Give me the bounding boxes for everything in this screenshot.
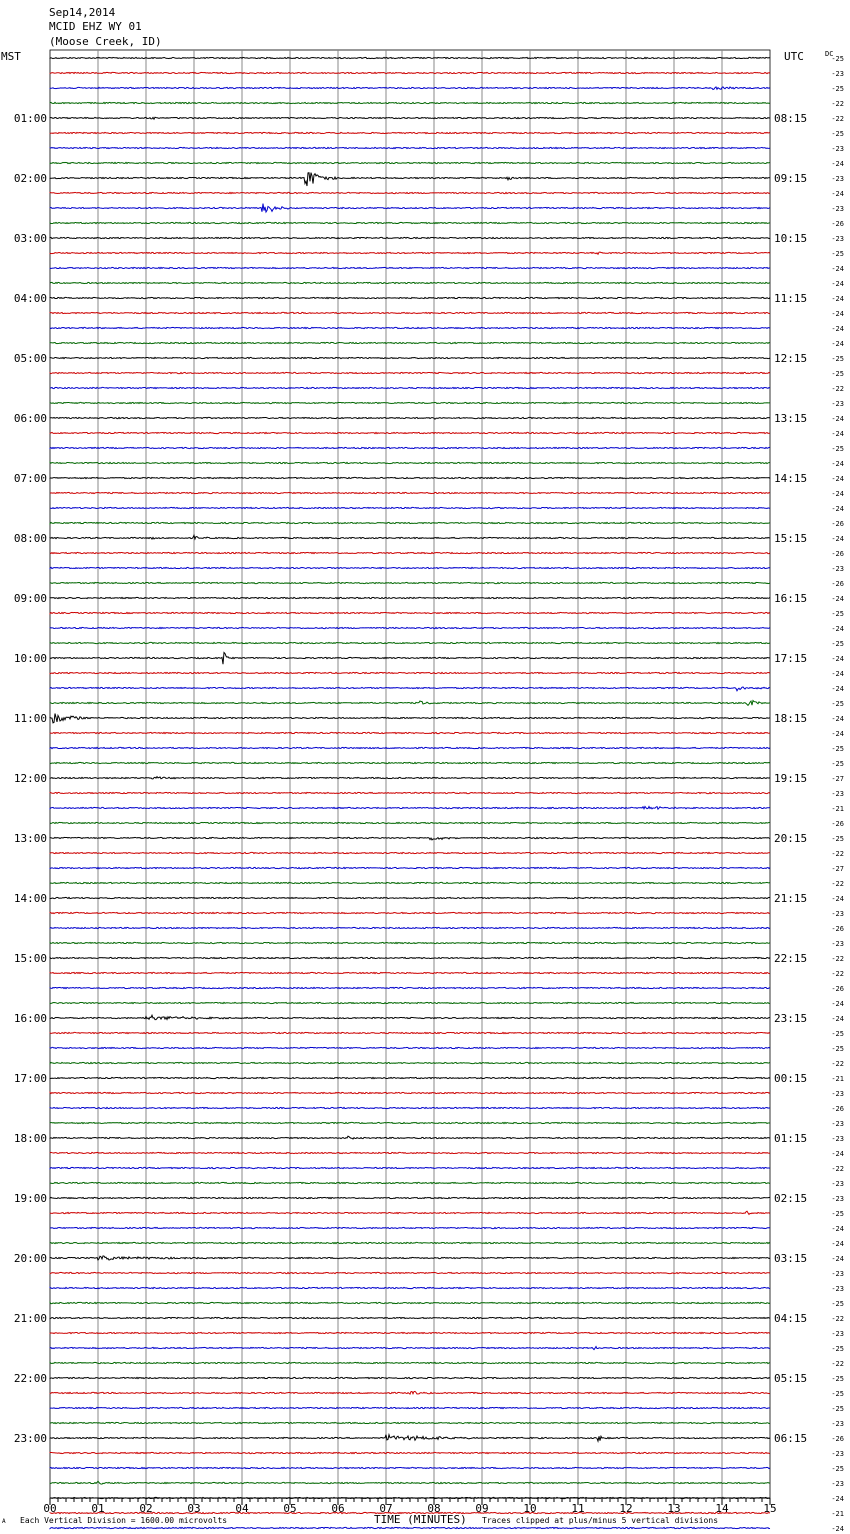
dc-offset-label: -25	[831, 1300, 844, 1308]
dc-offset-label: -26	[831, 580, 844, 588]
left-timezone-label: MST	[1, 50, 21, 63]
trace-line	[50, 1467, 770, 1468]
dc-offset-label: -22	[831, 880, 844, 888]
dc-offset-label: -23	[831, 790, 844, 798]
left-hour-label: 19:00	[13, 1192, 47, 1205]
x-tick-label: 15	[763, 1502, 777, 1515]
dc-offset-label: -22	[831, 1360, 844, 1368]
dc-offset-label: -25	[831, 640, 844, 648]
dc-offset-label: -23	[831, 1480, 844, 1488]
dc-offset-label: -24	[831, 1225, 844, 1233]
left-hour-label: 16:00	[13, 1012, 47, 1025]
dc-offset-label: -27	[831, 775, 844, 783]
trace-line	[50, 642, 770, 643]
dc-offset-label: -24	[831, 190, 844, 198]
dc-offset-label: -23	[831, 1120, 844, 1128]
trace-line	[50, 1362, 770, 1363]
right-hour-label: 21:15	[774, 892, 808, 905]
trace-line	[50, 672, 770, 673]
trace-line	[50, 1182, 770, 1183]
trace-line	[50, 222, 770, 223]
right-hour-label: 22:15	[774, 952, 808, 965]
right-hour-label: 11:15	[774, 292, 808, 305]
dc-offset-label: -25	[831, 1405, 844, 1413]
dc-offset-label: -25	[831, 445, 844, 453]
dc-label: DC	[825, 50, 834, 58]
left-hour-label: 15:00	[13, 952, 47, 965]
dc-offset-label: -23	[831, 1135, 844, 1143]
trace-line	[50, 701, 770, 706]
trace-line	[50, 282, 770, 283]
right-hour-label: 20:15	[774, 832, 808, 845]
left-hour-label: 21:00	[13, 1312, 47, 1325]
trace-line	[50, 417, 770, 419]
dc-offset-label: -24	[831, 1240, 844, 1248]
dc-offset-label: -25	[831, 85, 844, 93]
dc-offset-label: -25	[831, 1210, 844, 1218]
dc-offset-label: -24	[831, 595, 844, 603]
trace-line	[50, 535, 770, 539]
right-hour-label: 10:15	[774, 232, 808, 245]
trace-line	[50, 1167, 770, 1168]
left-hour-label: 01:00	[13, 112, 47, 125]
trace-line	[50, 1452, 770, 1453]
dc-offset-label: -25	[831, 1465, 844, 1473]
trace-line	[50, 327, 770, 328]
trace-line	[50, 1092, 770, 1093]
dc-offset-label: -24	[831, 265, 844, 273]
x-tick-label: 07	[379, 1502, 393, 1515]
dc-offset-label: -25	[831, 745, 844, 753]
right-timezone-label: UTC	[784, 50, 804, 63]
dc-offset-label: -23	[831, 1330, 844, 1338]
dc-offset-label: -24	[831, 310, 844, 318]
dc-offset-label: -23	[831, 1090, 844, 1098]
trace-line	[50, 87, 770, 90]
x-tick-label: 08	[427, 1502, 441, 1515]
dc-offset-label: -24	[831, 625, 844, 633]
dc-offset-label: -24	[831, 505, 844, 513]
left-hour-label: 02:00	[13, 172, 47, 185]
right-hour-label: 15:15	[774, 532, 808, 545]
trace-line	[50, 507, 770, 508]
right-hour-label: 03:15	[774, 1252, 808, 1265]
dc-offset-label: -27	[831, 865, 844, 873]
trace-line	[50, 72, 770, 73]
dc-offset-label: -24	[831, 670, 844, 678]
left-hour-label: 20:00	[13, 1252, 47, 1265]
dc-offset-label: -24	[831, 475, 844, 483]
x-tick-label: 12	[619, 1502, 633, 1515]
left-hour-label: 11:00	[13, 712, 47, 725]
dc-offset-label: -24	[831, 535, 844, 543]
dc-offset-label: -25	[831, 1030, 844, 1038]
trace-line	[50, 1015, 770, 1019]
trace-line	[50, 432, 770, 433]
dc-offset-label: -26	[831, 520, 844, 528]
dc-offset-label: -25	[831, 370, 844, 378]
left-hour-label: 23:00	[13, 1432, 47, 1445]
dc-offset-label: -25	[831, 610, 844, 618]
x-tick-label: 14	[715, 1502, 729, 1515]
trace-line	[50, 1227, 770, 1228]
trace-line	[50, 762, 770, 763]
trace-line	[50, 1107, 770, 1108]
dc-offset-label: -22	[831, 1060, 844, 1068]
dc-offset-label: -22	[831, 850, 844, 858]
x-tick-label: 13	[667, 1502, 681, 1515]
trace-line	[50, 1211, 770, 1214]
location-label: (Moose Creek, ID)	[49, 35, 162, 48]
dc-offset-label: -22	[831, 970, 844, 978]
right-hour-label: 14:15	[774, 472, 808, 485]
left-hour-label: 17:00	[13, 1072, 47, 1085]
trace-line	[50, 1242, 770, 1243]
trace-line	[50, 147, 770, 148]
trace-line	[50, 1435, 770, 1441]
scale-note: Each Vertical Division = 1600.00 microvolts	[20, 1516, 228, 1525]
x-axis-title: TIME (MINUTES)	[374, 1513, 467, 1526]
dc-offset-label: -23	[831, 910, 844, 918]
trace-line	[50, 1197, 770, 1198]
trace-line	[50, 987, 770, 988]
left-hour-label: 04:00	[13, 292, 47, 305]
trace-line	[50, 1002, 770, 1003]
left-hour-label: 13:00	[13, 832, 47, 845]
trace-line	[50, 477, 770, 478]
dc-offset-label: -23	[831, 235, 844, 243]
x-tick-label: 04	[235, 1502, 249, 1515]
dc-offset-label: -24	[831, 1150, 844, 1158]
x-tick-label: 10	[523, 1502, 537, 1515]
trace-line	[50, 882, 770, 883]
dc-offset-label: -24	[831, 715, 844, 723]
x-tick-label: 05	[283, 1502, 297, 1515]
right-hour-label: 04:15	[774, 1312, 808, 1325]
trace-line	[50, 192, 770, 193]
trace-line	[50, 1347, 770, 1350]
right-hour-label: 05:15	[774, 1372, 808, 1385]
dc-offset-label: -24	[831, 730, 844, 738]
left-hour-label: 03:00	[13, 232, 47, 245]
trace-line	[50, 942, 770, 943]
trace-line	[50, 1317, 770, 1318]
dc-offset-label: -24	[831, 460, 844, 468]
dc-offset-label: -23	[831, 1450, 844, 1458]
dc-offset-label: -23	[831, 940, 844, 948]
right-hour-label: 13:15	[774, 412, 808, 425]
dc-offset-label: -24	[831, 1255, 844, 1263]
right-hour-label: 01:15	[774, 1132, 808, 1145]
dc-offset-label: -25	[831, 250, 844, 258]
trace-line	[50, 297, 770, 298]
dc-offset-label: -25	[831, 1345, 844, 1353]
dc-offset-label: -24	[831, 1015, 844, 1023]
dc-offset-label: -24	[831, 280, 844, 288]
dc-offset-label: -26	[831, 220, 844, 228]
trace-line	[50, 1481, 770, 1484]
trace-line	[50, 1136, 770, 1139]
trace-line	[50, 447, 770, 448]
dc-offset-label: -25	[831, 700, 844, 708]
left-hour-label: 07:00	[13, 472, 47, 485]
left-hour-label: 06:00	[13, 412, 47, 425]
trace-line	[50, 372, 770, 373]
dc-offset-label: -22	[831, 385, 844, 393]
dc-offset-label: -25	[831, 1375, 844, 1383]
dc-offset-label: -26	[831, 550, 844, 558]
left-hour-label: 14:00	[13, 892, 47, 905]
dc-offset-label: -26	[831, 1435, 844, 1443]
dc-offset-label: -25	[831, 760, 844, 768]
dc-offset-label: -24	[831, 415, 844, 423]
trace-line	[50, 1062, 770, 1063]
x-tick-label: 03	[187, 1502, 201, 1515]
x-tick-label: 09	[475, 1502, 489, 1515]
dc-offset-label: -24	[831, 430, 844, 438]
left-hour-label: 09:00	[13, 592, 47, 605]
trace-line	[50, 1272, 770, 1273]
dc-offset-label: -25	[831, 355, 844, 363]
x-tick-label: 06	[331, 1502, 345, 1515]
trace-line	[50, 653, 770, 665]
trace-line	[50, 1122, 770, 1123]
trace-line	[50, 237, 770, 238]
station-label: MCID EHZ WY 01	[49, 20, 142, 33]
trace-line	[50, 867, 770, 868]
dc-offset-label: -24	[831, 1495, 844, 1503]
trace-line	[50, 522, 770, 523]
dc-offset-label: -22	[831, 115, 844, 123]
right-hour-label: 00:15	[774, 1072, 808, 1085]
dc-offset-label: -24	[831, 1525, 844, 1533]
trace-line	[50, 597, 770, 598]
left-hour-label: 22:00	[13, 1372, 47, 1385]
dc-offset-label: -22	[831, 955, 844, 963]
trace-line	[50, 357, 770, 358]
right-hour-label: 19:15	[774, 772, 808, 785]
trace-line	[50, 204, 770, 212]
dc-offset-label: -24	[831, 895, 844, 903]
dc-offset-label: -23	[831, 145, 844, 153]
dc-offset-label: -23	[831, 1180, 844, 1188]
right-hour-label: 12:15	[774, 352, 808, 365]
trace-line	[50, 567, 770, 568]
dc-offset-label: -24	[831, 295, 844, 303]
right-hour-label: 16:15	[774, 592, 808, 605]
dc-offset-label: -25	[831, 835, 844, 843]
trace-line	[50, 342, 770, 343]
trace-line	[50, 852, 770, 853]
dc-offset-label: -21	[831, 1510, 844, 1518]
dc-offset-label: -22	[831, 100, 844, 108]
trace-line	[50, 117, 770, 119]
trace-line	[50, 1302, 770, 1303]
dc-offset-label: -23	[831, 205, 844, 213]
trace-line	[50, 822, 770, 823]
trace-line	[50, 1407, 770, 1408]
dc-offset-label: -25	[831, 130, 844, 138]
right-hour-label: 23:15	[774, 1012, 808, 1025]
trace-line	[50, 1287, 770, 1288]
trace-line	[50, 732, 770, 733]
dc-offset-label: -23	[831, 1270, 844, 1278]
date-label: Sep14,2014	[49, 6, 116, 19]
dc-offset-label: -25	[831, 1390, 844, 1398]
dc-offset-label: -26	[831, 985, 844, 993]
trace-line	[50, 1527, 770, 1528]
dc-offset-label: -26	[831, 925, 844, 933]
right-hour-label: 18:15	[774, 712, 808, 725]
trace-line	[50, 747, 770, 748]
clip-note: Traces clipped at plus/minus 5 vertical divisions	[482, 1516, 719, 1525]
trace-line	[50, 837, 770, 840]
trace-line	[50, 972, 770, 973]
dc-offset-label: -23	[831, 1420, 844, 1428]
right-hour-label: 17:15	[774, 652, 808, 665]
dc-offset-label: -24	[831, 325, 844, 333]
x-tick-label: 11	[571, 1502, 585, 1515]
right-hour-label: 09:15	[774, 172, 808, 185]
trace-line	[50, 927, 770, 928]
trace-line	[50, 162, 770, 163]
trace-line	[50, 957, 770, 958]
trace-line	[50, 402, 770, 403]
dc-offset-label: -24	[831, 490, 844, 498]
trace-line	[50, 462, 770, 463]
dc-offset-label: -26	[831, 820, 844, 828]
dc-offset-label: -23	[831, 1285, 844, 1293]
trace-line	[50, 714, 770, 723]
trace-line	[50, 1422, 770, 1423]
left-hour-label: 10:00	[13, 652, 47, 665]
trace-line	[50, 1032, 770, 1033]
right-hour-label: 08:15	[774, 112, 808, 125]
dc-offset-label: -24	[831, 1000, 844, 1008]
trace-line	[50, 777, 770, 779]
dc-offset-label: -23	[831, 175, 844, 183]
dc-offset-label: -23	[831, 1195, 844, 1203]
dc-offset-label: -21	[831, 805, 844, 813]
left-hour-label: 05:00	[13, 352, 47, 365]
dc-offset-label: -23	[831, 400, 844, 408]
trace-line	[50, 132, 770, 133]
dc-offset-label: -24	[831, 340, 844, 348]
trace-line	[50, 252, 770, 254]
dc-offset-label: -25	[831, 1045, 844, 1053]
dc-offset-label: -24	[831, 685, 844, 693]
x-tick-label: 02	[139, 1502, 153, 1515]
trace-line	[50, 912, 770, 913]
trace-line	[50, 1377, 770, 1378]
trace-line	[50, 102, 770, 103]
trace-line	[50, 1077, 770, 1078]
trace-line	[50, 552, 770, 553]
dc-offset-label: -21	[831, 1075, 844, 1083]
trace-line	[50, 807, 770, 810]
trace-line	[50, 312, 770, 313]
left-hour-label: 18:00	[13, 1132, 47, 1145]
trace-line	[50, 687, 770, 691]
dc-offset-label: -25	[831, 55, 844, 63]
dc-offset-label: -23	[831, 70, 844, 78]
dc-offset-label: -22	[831, 1165, 844, 1173]
right-hour-label: 06:15	[774, 1432, 808, 1445]
trace-line	[50, 612, 770, 613]
left-hour-label: 08:00	[13, 532, 47, 545]
dc-offset-label: -24	[831, 160, 844, 168]
trace-line	[50, 627, 770, 628]
dc-offset-label: -26	[831, 1105, 844, 1113]
trace-line	[50, 897, 770, 898]
trace-line	[50, 1256, 770, 1260]
dc-offset-label: -23	[831, 565, 844, 573]
x-tick-label: 01	[91, 1502, 105, 1515]
corner-mark: A	[2, 1518, 6, 1525]
dc-offset-label: -22	[831, 1315, 844, 1323]
trace-line	[50, 173, 770, 186]
trace-line	[50, 57, 770, 58]
trace-line	[50, 1047, 770, 1048]
trace-line	[50, 387, 770, 388]
trace-line	[50, 1332, 770, 1333]
right-hour-label: 02:15	[774, 1192, 808, 1205]
trace-line	[50, 1391, 770, 1394]
dc-offset-label: -24	[831, 655, 844, 663]
left-hour-label: 12:00	[13, 772, 47, 785]
trace-line	[50, 1152, 770, 1153]
trace-line	[50, 792, 770, 793]
trace-line	[50, 582, 770, 583]
trace-line	[50, 267, 770, 268]
trace-line	[50, 492, 770, 493]
x-tick-label: 00	[43, 1502, 57, 1515]
